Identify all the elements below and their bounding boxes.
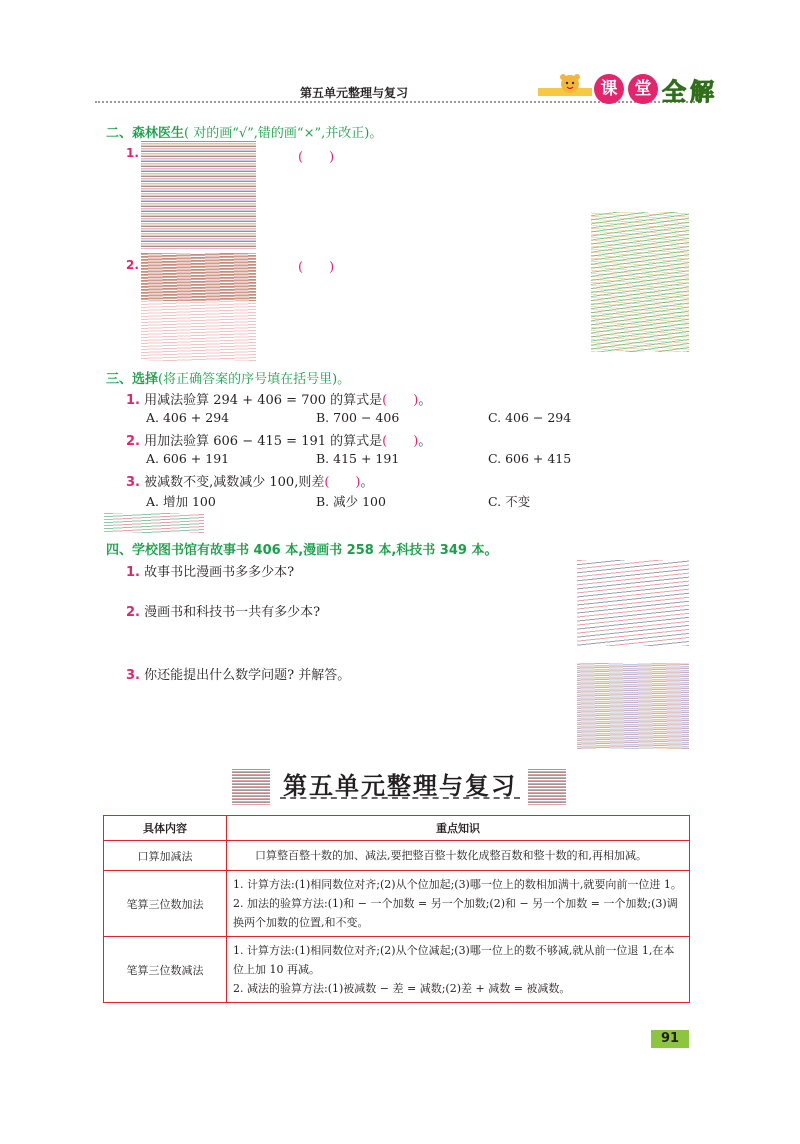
- s2-item2-answer-paren: ( ): [298, 260, 335, 275]
- row2-topic: 笔算三位数加法: [104, 871, 227, 937]
- s4-q1-text: 故事书比漫画书多多少本?: [144, 565, 295, 580]
- brand-char-2: 堂: [628, 74, 658, 104]
- table-header-row: [104, 816, 690, 841]
- s3-q2-option-c: C. 606 + 415: [488, 451, 572, 466]
- summary-left-deco: [232, 769, 270, 805]
- section2-title: 二、森林医生: [106, 126, 185, 141]
- s3-q2-paren: ( ): [382, 434, 419, 449]
- s3-q2-text: 用加法验算 606 − 415 = 191 的算式是: [144, 434, 383, 449]
- section2-note: ( 对的画“√”,错的画“×”,并改正)。: [184, 126, 383, 141]
- s3-q1-paren: ( ): [382, 393, 419, 408]
- table-row: [104, 871, 690, 937]
- s3-q3-option-b: B. 减少 100: [316, 494, 386, 509]
- row2-line1: 1. 计算方法:(1)相同数位对齐;(2)从个位加起;(3)哪一位上的数相加满十,就要向前一位进 1。: [233, 878, 682, 891]
- s3-q3-text: 被减数不变,减数减少 100,则差: [144, 475, 325, 490]
- section3-title: 三、选择: [106, 372, 159, 387]
- brand-logo: [538, 70, 720, 108]
- s4-q2-text: 漫画书和科技书一共有多少本?: [144, 605, 321, 620]
- section2-heading: [106, 122, 382, 141]
- brand-char-3: 全: [662, 78, 686, 106]
- s4-q2-num: 2.: [126, 605, 140, 620]
- s3-q1-option-b: B. 700 − 406: [316, 410, 400, 425]
- s4-question-2: [126, 601, 320, 620]
- s4-q1-num: 1.: [126, 565, 140, 580]
- row1-knowledge: 口算整百整十数的加、减法,要把整百整十数化成整百数和整十数的和,再相加减。: [227, 841, 690, 871]
- section3-heading: [106, 368, 350, 387]
- children-hatched-image: [577, 663, 689, 749]
- s2-item1-hatched-image: [141, 141, 256, 249]
- s2-item2-hatched-image: [141, 253, 256, 301]
- s3-q3-end: 。: [360, 475, 374, 490]
- s3-q3-paren: ( ): [324, 475, 361, 490]
- s3-q2-num: 2.: [126, 434, 140, 449]
- row3-line2: 2. 减法的验算方法:(1)被减数 − 差 = 减数;(2)差 + 减数 = 被减数。: [233, 982, 571, 995]
- books-hatched-image: [577, 560, 689, 646]
- s2-item2-num: 2.: [126, 258, 139, 272]
- row2-knowledge: [227, 871, 690, 937]
- s2-item2-hatched-image-lower: [141, 301, 256, 361]
- s3-question-1: [126, 389, 431, 408]
- row2-line2: 2. 加法的验算方法:(1)和 − 一个加数 = 另一个加数;(2)和 − 另一个加数 = 一个加数;(3)调换两个加数的位置,和不变。: [233, 897, 678, 929]
- summary-title-underline: [280, 797, 520, 799]
- s2-item1-num: 1.: [126, 146, 139, 160]
- brand-bear-icon: [538, 70, 592, 100]
- s3-question-2: [126, 430, 431, 449]
- s3-q3-option-c: C. 不变: [488, 494, 531, 509]
- section4-title: 四、学校图书馆有故事书 406 本,漫画书 258 本,科技书 349 本。: [106, 543, 498, 558]
- watermelon-hatched-image: [591, 212, 689, 352]
- s3-q1-option-c: C. 406 − 294: [488, 410, 572, 425]
- s4-question-3: [126, 664, 350, 683]
- row1-topic: 口算加减法: [104, 841, 227, 871]
- s4-q3-text: 你还能提出什么数学问题? 并解答。: [144, 668, 351, 683]
- s3-q1-end: 。: [418, 393, 432, 408]
- s4-question-1: [126, 561, 294, 580]
- s3-q2-end: 。: [418, 434, 432, 449]
- brand-char-4: 解: [690, 78, 714, 106]
- table-header-knowledge: 重点知识: [227, 816, 690, 841]
- s3-q1-option-a: A. 406 + 294: [146, 410, 230, 425]
- s3-q1-text: 用减法验算 294 + 406 = 700 的算式是: [144, 393, 383, 408]
- table-header-topic: 具体内容: [104, 816, 227, 841]
- table-row: [104, 937, 690, 1003]
- section3-note: (将正确答案的序号填在括号里)。: [158, 372, 351, 387]
- row3-line1: 1. 计算方法:(1)相同数位对齐;(2)从个位减起;(3)哪一位上的数不够减,就从前一位退 1,在本位上加 10 再减。: [233, 944, 675, 976]
- header-title: 第五单元整理与复习: [300, 86, 409, 100]
- s4-q3-num: 3.: [126, 668, 140, 683]
- s3-q2-option-a: A. 606 + 191: [146, 451, 230, 466]
- s3-q1-num: 1.: [126, 393, 140, 408]
- page-number: 91: [651, 1030, 689, 1048]
- summary-right-deco: [528, 769, 566, 805]
- section4-hatched-label-image: [104, 513, 204, 533]
- row3-knowledge: [227, 937, 690, 1003]
- s3-q2-option-b: B. 415 + 191: [316, 451, 400, 466]
- s2-item1-answer-paren: ( ): [298, 150, 335, 165]
- row3-topic: 笔算三位数减法: [104, 937, 227, 1003]
- s3-question-3: [126, 471, 374, 490]
- summary-title: 第五单元整理与复习: [283, 772, 517, 800]
- summary-table: [103, 815, 690, 1003]
- table-row: [104, 841, 690, 871]
- s3-q3-num: 3.: [126, 475, 140, 490]
- s3-q3-option-a: A. 增加 100: [146, 494, 216, 509]
- brand-char-1: 课: [594, 74, 624, 104]
